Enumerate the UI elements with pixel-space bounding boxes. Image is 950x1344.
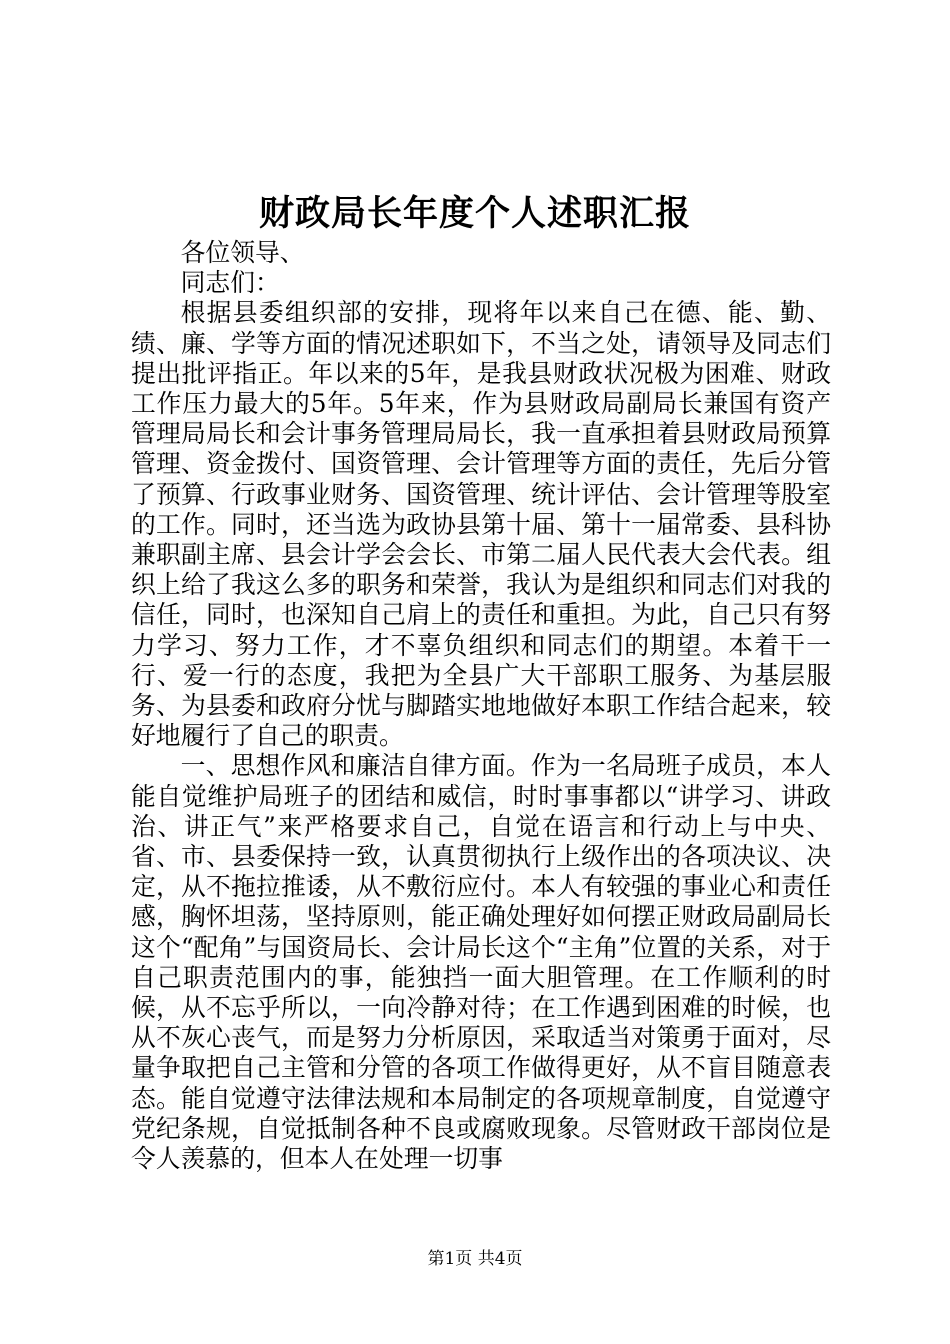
paragraph-section-1: 一、思想作风和廉洁自律方面。作为一名局班子成员，本人能自觉维护局班子的团结和威信，时时事事都以“讲学习、讲政治、讲正气”来严格要求自己，自觉在语言和行动上与中央、省、市、县委保持一致，认真贯彻执行上级作出的各项决议、决定，从不拖拉推诿，从不敷衍应付。本人有较强的事业心和责任感，胸怀坦荡，坚持原则，能正确处理好如何摆正财政局副局长这个“配角”与国资局长、会计局长这个“主角”位置的关系，对于自己职责范围内的事，能独挡一面大胆管理。在工作顺利的时候，从不忘乎所以，一向冷静对待；在工作遇到困难的时候，也从不灰心丧气，而是努力分析原因，采取适当对策勇于面对，尽量争取把自己主管和分管的各项工作做得更好，从不盲目随意表态。能自觉遵守法律法规和本局制定的各项规章制度，自觉遵守党纪条规，自觉抵制各种不良或腐败现象。尽管财政干部岗位是令人羡慕的，但本人在处理一切事 xyxy=(131,751,831,1174)
page-number-footer: 第1页 共4页 xyxy=(427,1249,523,1269)
document-body xyxy=(131,238,831,1174)
paragraph-intro: 根据县委组织部的安排，现将年以来自己在德、能、勤、绩、廉、学等方面的情况述职如下，不当之处，请领导及同志们提出批评指正。年以来的5年，是我县财政状况极为困难、财政工作压力最大的5年。5年来，作为县财政局副局长兼国有资产管理局局长和会计事务管理局局长，我一直承担着县财政局预算管理、资金拨付、国资管理、会计管理等方面的责任，先后分管了预算、行政事业财务、国资管理、统计评估、会计管理等股室的工作。同时，还当选为政协县第十届、第十一届常委、县科协兼职副主席、县会计学会会长、市第二届人民代表大会代表。组织上给了我这么多的职务和荣誉，我认为是组织和同志们对我的信任，同时，也深知自己肩上的责任和重担。为此，自己只有努力学习、努力工作，才不辜负组织和同志们的期望。本着干一行、爱一行的态度，我把为全县广大干部职工服务、为基层服务、为县委和政府分忧与脚踏实地地做好本职工作结合起来，较好地履行了自己的职责。 xyxy=(131,298,831,751)
document-title: 财政局长年度个人述职汇报 xyxy=(258,193,691,234)
greeting-line: 同志们： xyxy=(180,268,280,298)
greeting-line: 各位领导、 xyxy=(180,238,305,267)
